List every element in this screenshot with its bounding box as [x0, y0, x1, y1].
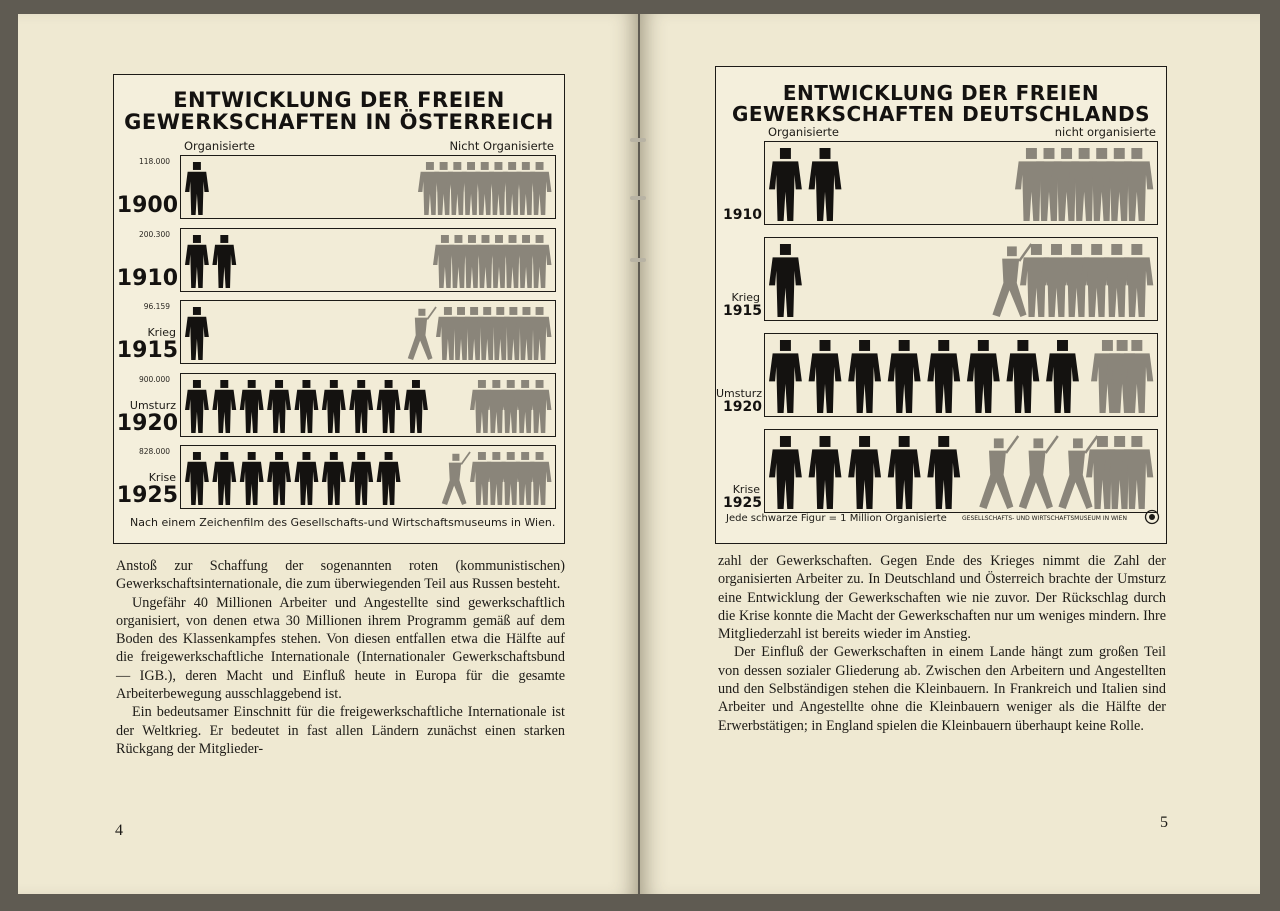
organized-worker-figure	[809, 340, 842, 413]
organized-worker-figure	[1006, 340, 1039, 413]
organized-worker-figure	[322, 380, 346, 433]
germany-row-pictograms	[765, 142, 1156, 223]
page-number-right: 5	[1160, 814, 1168, 831]
row-period-label: Krieg	[147, 326, 176, 339]
germany-row-box	[764, 237, 1158, 321]
austria-row-pictograms	[181, 229, 554, 290]
austria-row-box	[180, 373, 556, 437]
austria-row-box	[180, 228, 556, 292]
staple	[630, 258, 646, 262]
austria-row-box	[180, 155, 556, 219]
organized-worker-figure	[809, 436, 842, 509]
organized-worker-figure	[267, 380, 291, 433]
austria-chart-title	[114, 89, 564, 133]
austria-row-box	[180, 445, 556, 509]
organized-worker-figure	[212, 380, 236, 433]
organized-worker-figure	[377, 380, 401, 433]
organized-worker-figure	[240, 452, 264, 505]
organized-worker-figure	[295, 380, 319, 433]
row-member-count: 828.000	[138, 447, 170, 456]
legend-unorganized: nicht organisierte	[1054, 125, 1156, 139]
legend-unorganized: Nicht Organisierte	[449, 139, 554, 153]
left-body-text	[116, 557, 565, 758]
germany-footnote-right: GESELLSCHAFTS- UND WIRTSCHAFTSMUSEUM IN WIEN	[962, 515, 1127, 522]
legend-organized: Organisierte	[768, 125, 839, 139]
organized-worker-figure	[769, 340, 802, 413]
austria-title-line1: ENTWICKLUNG DER FREIEN	[173, 88, 505, 112]
legend-organized: Organisierte	[184, 139, 255, 153]
organized-worker-figure	[769, 148, 802, 221]
organized-worker-figure	[349, 380, 373, 433]
organized-worker-figure	[185, 235, 209, 288]
germany-chart-title	[716, 83, 1166, 125]
organized-worker-figure	[1046, 340, 1079, 413]
organized-worker-figure	[295, 452, 319, 505]
germany-title-line2: GEWERKSCHAFTEN DEUTSCHLANDS	[731, 102, 1151, 126]
organized-worker-figure	[349, 452, 373, 505]
organized-worker-figure	[927, 436, 960, 509]
organized-worker-figure	[185, 307, 209, 360]
organized-worker-figure	[212, 235, 236, 288]
row-period-label: Umsturz	[716, 387, 763, 400]
soldier-figure	[442, 452, 470, 505]
right-paragraph: zahl der Gewerkschaften. Gegen Ende des Krieges nimmt die Zahl der organisierten Arbeiter zu. In Deutschland und Österreich brachte der Umsturz eine Entwicklung der Gewerkschaften wie nie zuvor. Der Rückschlag durch die Krise konnte die Macht der Gewerkschaften nur um weniges mindern. Ihre Mitgliederzahl ist bereits wieder im Anstieg.	[718, 553, 1166, 643]
row-period-label: Krise	[148, 471, 176, 484]
germany-row-pictograms	[765, 334, 1156, 415]
unorganized-worker-figure	[1120, 244, 1153, 317]
left-paragraph: Ungefähr 40 Millionen Arbeiter und Angestellte sind gewerkschaftlich organisiert, von denen etwa 30 Millionen ihrem Programm gemäß auf dem Boden des Klassenkampfes stehen. Von diesen entfallen etwa die Hälfte auf die freigewerkschaftliche Internationale (Internationaler Gewerkschaftsbund — IGB.), deren Macht und Einfluß heute in Europa für die gesamte Arbeiterbewegung ausschlaggebend ist.	[116, 594, 565, 703]
organized-worker-figure	[848, 436, 881, 509]
row-period-label: Umsturz	[129, 398, 176, 412]
right-paragraph: Der Einfluß der Gewerkschaften in einem Lande hängt zum großen Teil von dessen sozialer Gliederung ab. Zwischen den Arbeitern und Angestellten und den Selbständigen stehen die Kleinbauern. In Frankreich und Italien sind Arbeiter und Angestellte ohne die Kleinbauern weniger als die Hälfte der Erwerbstätigen; in England spielen die Kleinbauern überhaupt keine Rolle.	[718, 644, 1166, 734]
organized-worker-figure	[927, 340, 960, 413]
germany-row-box	[764, 141, 1158, 225]
austria-row-pictograms	[181, 374, 554, 435]
left-paragraph: Ein bedeutsamer Einschnitt für die freigewerkschaftliche Internationale ist der Weltkrieg. Er bedeutet in fast allen Ländern zunächst einen starken Rückgang der Mitglieder-	[116, 704, 565, 757]
organized-worker-figure	[185, 380, 209, 433]
austria-row-box	[180, 300, 556, 364]
row-year: 1900	[116, 193, 178, 218]
left-paragraph: Anstoß zur Schaffung der sogenannten roten (kommunistischen) Gewerkschaftsinternationale, die zum überwiegenden Teil aus Russen besteht.	[116, 558, 565, 593]
row-year: 1910	[723, 207, 762, 223]
austria-row-pictograms	[181, 446, 554, 507]
germany-row-box	[764, 429, 1158, 513]
organized-worker-figure	[809, 148, 842, 221]
right-page	[640, 14, 1260, 894]
organized-worker-figure	[322, 452, 346, 505]
germany-row-box	[764, 333, 1158, 417]
germany-row-pictograms	[765, 430, 1156, 511]
staple	[630, 196, 646, 200]
row-period-label: Krise	[732, 483, 760, 496]
organized-worker-figure	[769, 436, 802, 509]
row-year: 1920	[723, 399, 762, 415]
row-member-count: 118.000	[138, 157, 170, 166]
soldier-figure	[1019, 436, 1058, 509]
austria-legend	[184, 139, 554, 153]
organized-worker-figure	[212, 452, 236, 505]
austria-row-pictograms	[181, 301, 554, 362]
row-member-count: 900.000	[138, 374, 170, 384]
organized-worker-figure	[888, 340, 921, 413]
page-number-left: 4	[115, 822, 123, 839]
organized-worker-figure	[185, 162, 209, 215]
austria-chart	[113, 74, 565, 544]
austria-row-pictograms	[181, 156, 554, 217]
organized-worker-figure	[967, 340, 1000, 413]
row-year: 1920	[116, 410, 178, 436]
germany-legend	[768, 125, 1156, 139]
row-year: 1925	[116, 483, 178, 508]
austria-footnote: Nach einem Zeichenfilm des Gesellschafts-und Wirtschaftsmuseums in Wien.	[130, 516, 556, 529]
organized-worker-figure	[769, 244, 802, 317]
organized-worker-figure	[377, 452, 401, 505]
row-member-count: 200.300	[138, 229, 170, 239]
germany-footnote-left: Jede schwarze Figur = 1 Million Organisierte	[726, 513, 947, 524]
organized-worker-figure	[888, 436, 921, 509]
soldier-figure	[979, 436, 1018, 509]
unorganized-worker-figure	[528, 380, 552, 433]
left-page	[18, 14, 638, 894]
organized-worker-figure	[848, 340, 881, 413]
unorganized-worker-figure	[528, 452, 552, 505]
soldier-figure	[408, 307, 436, 360]
row-year: 1915	[116, 338, 178, 363]
organized-worker-figure	[404, 380, 428, 433]
right-body-text	[718, 552, 1166, 735]
organized-worker-figure	[267, 452, 291, 505]
organized-worker-figure	[240, 380, 264, 433]
row-period-label: Krieg	[731, 291, 760, 304]
germany-row-pictograms	[765, 238, 1156, 319]
row-year: 1910	[116, 265, 178, 291]
staple	[630, 138, 646, 142]
row-year: 1915	[723, 303, 762, 319]
row-year: 1925	[723, 495, 762, 511]
row-member-count: 96.159	[143, 302, 170, 311]
germany-title-line1: ENTWICKLUNG DER FREIEN	[782, 81, 1100, 105]
germany-chart	[715, 66, 1167, 544]
organized-worker-figure	[185, 452, 209, 505]
museum-seal-icon	[1144, 509, 1160, 525]
austria-title-line2: GEWERKSCHAFTEN IN ÖSTERREICH	[124, 110, 554, 135]
